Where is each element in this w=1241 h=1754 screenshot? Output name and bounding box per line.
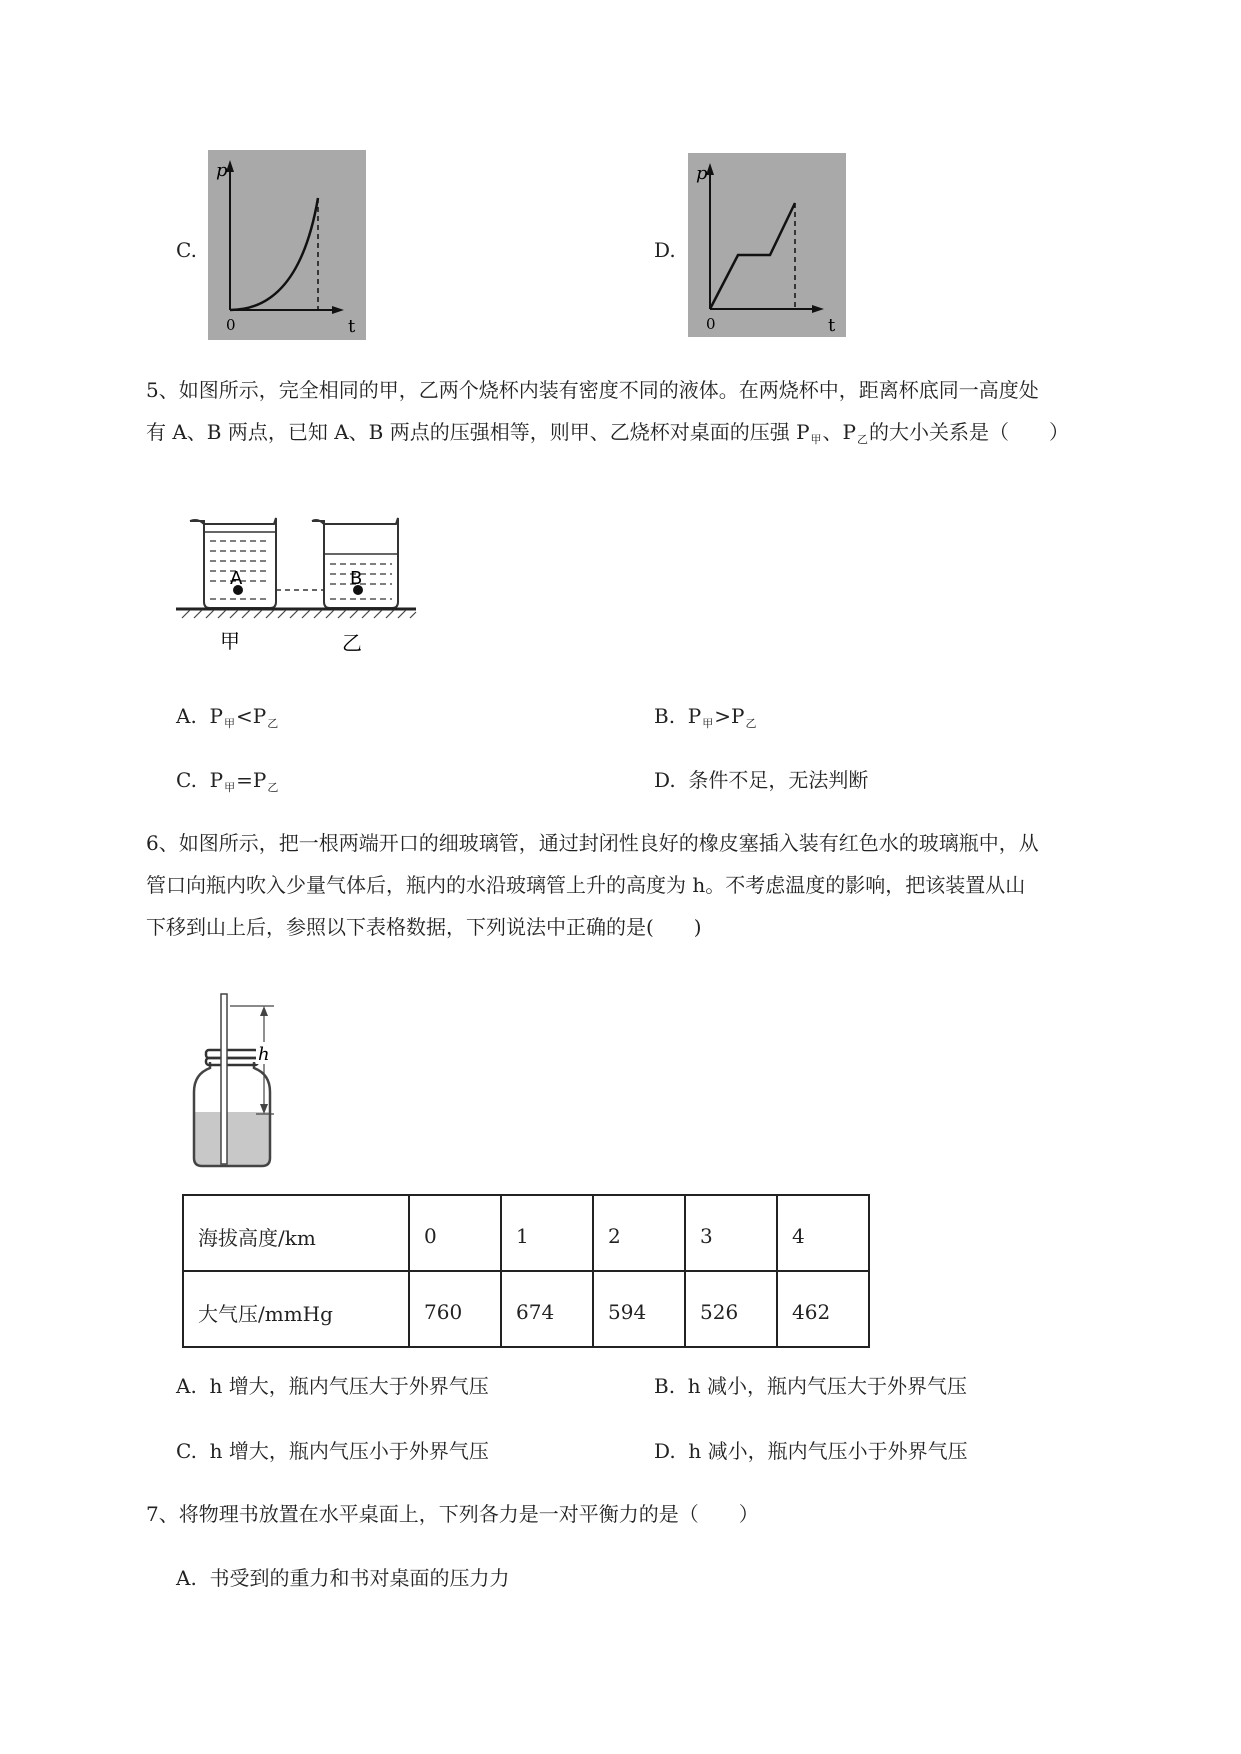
q6-option-b-label: B.: [654, 1374, 676, 1398]
q6-line3: 下移到山上后，参照以下表格数据，下列说法中正确的是( ): [146, 915, 702, 939]
q6-option-a[interactable]: [176, 1374, 489, 1398]
bottle-liquid: [194, 1112, 270, 1166]
q5-option-d-text: 条件不足，无法判断: [688, 768, 869, 792]
beaker-yi-label: 乙: [342, 631, 362, 655]
graph-c-svg: [208, 150, 366, 340]
q6-option-c-text: h 增大，瓶内气压小于外界气压: [209, 1439, 489, 1463]
q5-sub-yi: 乙: [857, 433, 868, 446]
q4-option-c-label: C.: [176, 238, 197, 262]
table-cell: 462: [777, 1271, 869, 1347]
graph-c-x-label: t: [348, 316, 356, 337]
q6-option-b[interactable]: [654, 1374, 967, 1398]
point-b-label: B: [350, 568, 363, 589]
q4-graph-d: [688, 153, 846, 337]
q5-option-a[interactable]: [176, 704, 279, 732]
q5-option-c-sub2: 乙: [267, 781, 279, 794]
q6-option-a-label: A.: [176, 1374, 197, 1398]
beaker-jia: [190, 518, 276, 608]
q5-option-c-label: C.: [176, 768, 197, 792]
q5-option-d[interactable]: [654, 768, 868, 792]
q5-option-d-label: D.: [654, 768, 676, 792]
q5-option-b-p1: P: [687, 704, 702, 728]
q5-sub-jia: 甲: [810, 433, 822, 446]
q6-option-d[interactable]: [654, 1439, 968, 1463]
q5-sep: 、P: [822, 420, 856, 444]
q6-option-c-label: C.: [176, 1439, 197, 1463]
q7-option-a-label: A.: [176, 1566, 197, 1590]
q5-line1: 5、如图所示，完全相同的甲，乙两个烧杯内装有密度不同的液体。在两烧杯中，距离杯底同一高度处: [146, 378, 1039, 402]
table-cell: 760: [409, 1271, 501, 1347]
table-cell: 2: [593, 1195, 685, 1271]
table-cell: 4: [777, 1195, 869, 1271]
table-row: [183, 1271, 869, 1347]
point-a-label: A: [230, 568, 243, 589]
q5-option-a-op: <P: [236, 704, 267, 728]
q5-line2-post: 的大小关系是（ ）: [869, 420, 1069, 444]
q5-option-c[interactable]: [176, 768, 279, 796]
table-cell: 594: [593, 1271, 685, 1347]
q5-option-b-op: >P: [714, 704, 745, 728]
altitude-pressure-table: [182, 1194, 870, 1348]
table-cell-header: 海拔高度/km: [183, 1195, 409, 1271]
graph-d-origin: 0: [706, 315, 716, 333]
beaker-jia-label: 甲: [220, 629, 240, 653]
graph-c-origin: 0: [226, 316, 236, 334]
q6-option-a-text: h 增大，瓶内气压大于外界气压: [209, 1374, 489, 1398]
q5-stem: [146, 369, 1156, 457]
q5-option-c-sub1: 甲: [224, 781, 236, 794]
q6-option-c[interactable]: [176, 1439, 489, 1463]
table-cell: 1: [501, 1195, 593, 1271]
q6-line2: 管口向瓶内吹入少量气体后，瓶内的水沿玻璃管上升的高度为 h。不考虑温度的影响，把该装置从山: [146, 873, 1026, 897]
q6-stem: [146, 822, 1156, 948]
q6-bottle-figure: [184, 992, 294, 1172]
graph-d-y-label: p: [696, 163, 708, 184]
graph-d-svg: [688, 153, 846, 337]
table-cell: 0: [409, 1195, 501, 1271]
bottle-svg: [184, 992, 294, 1172]
q5-option-b-sub2: 乙: [745, 717, 757, 730]
q5-beakers-figure: [176, 510, 428, 660]
q5-option-b-label: B.: [654, 704, 676, 728]
graph-c-x-arrow: [332, 306, 344, 314]
graph-c-y-label: p: [216, 160, 228, 181]
q6-option-d-text: h 减小，瓶内气压小于外界气压: [688, 1439, 968, 1463]
q4-option-d-label: D.: [654, 238, 676, 262]
table-cell-header: 大气压/mmHg: [183, 1271, 409, 1347]
q4-graph-c: [208, 150, 366, 340]
q5-line2: [146, 411, 1156, 457]
table-row: [183, 1195, 869, 1271]
h-label: h: [258, 1044, 270, 1065]
q7-option-a[interactable]: [176, 1566, 510, 1590]
q7-option-a-text: 书受到的重力和书对桌面的压力力: [209, 1566, 510, 1590]
stopper-ring-2: [206, 1058, 258, 1065]
table-cell: 674: [501, 1271, 593, 1347]
q5-option-a-sub1: 甲: [224, 717, 235, 730]
q5-option-b[interactable]: [654, 704, 757, 732]
q7-stem: 7、将物理书放置在水平桌面上，下列各力是一对平衡力的是（ ）: [146, 1502, 759, 1526]
table-cell: 3: [685, 1195, 777, 1271]
table-cell: 526: [685, 1271, 777, 1347]
graph-c-curve: [230, 198, 318, 310]
q5-option-b-sub1: 甲: [702, 717, 714, 730]
h-arrow-up: [260, 1006, 268, 1016]
q6-option-b-text: h 减小，瓶内气压大于外界气压: [687, 1374, 968, 1398]
q5-option-a-label: A.: [176, 704, 197, 728]
q5-option-c-p1: P: [209, 768, 224, 792]
q5-option-c-op: =P: [236, 768, 267, 792]
graph-d-x-label: t: [828, 315, 836, 336]
q5-option-a-sub2: 乙: [267, 717, 279, 730]
beaker-yi: [312, 518, 398, 608]
beakers-svg: [176, 510, 428, 660]
q6-line1: 6、如图所示，把一根两端开口的细玻璃管，通过封闭性良好的橡皮塞插入装有红色水的玻璃瓶中，从: [146, 831, 1039, 855]
q5-option-a-p1: P: [209, 704, 223, 728]
graph-d-x-arrow: [812, 305, 824, 313]
q5-line2-pre: 有 A、B 两点，已知 A、B 两点的压强相等，则甲、乙烧杯对桌面的压强 P: [146, 420, 810, 444]
tabletop-hatching: [182, 610, 416, 618]
q6-option-d-label: D.: [654, 1439, 676, 1463]
glass-tube: [221, 994, 227, 1164]
graph-d-polyline: [710, 203, 795, 309]
